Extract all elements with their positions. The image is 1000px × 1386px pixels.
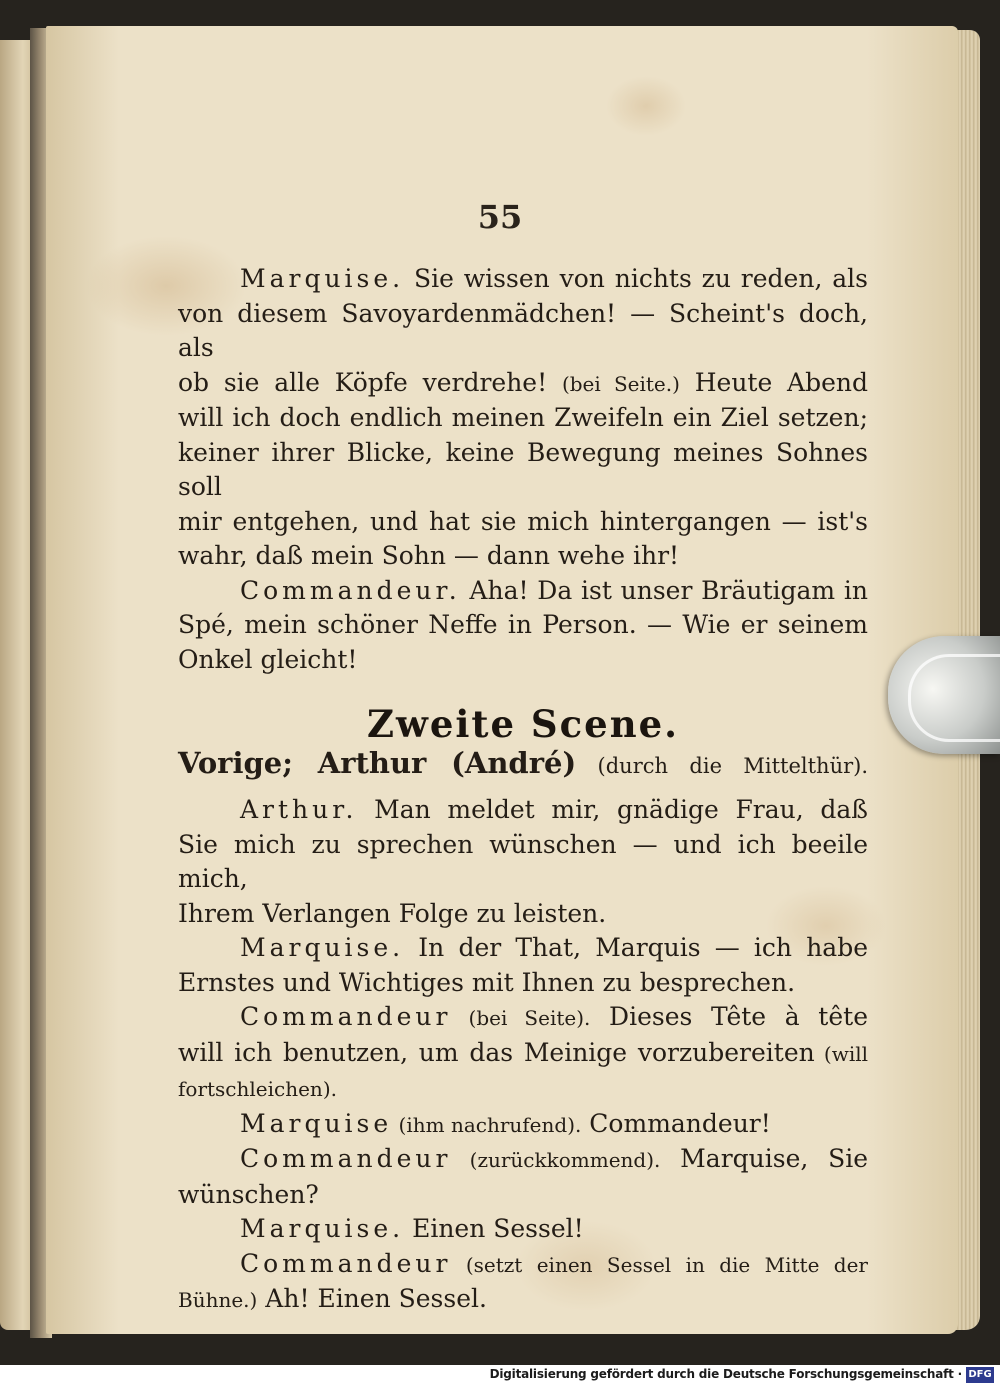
speaker-name: Arthur. [240, 795, 358, 824]
speaker-name: Marquise [240, 1108, 393, 1138]
text-line: Ihrem Verlangen Folge zu leisten. [178, 898, 607, 928]
text-line [178, 1247, 868, 1283]
speaker-name: Marquise. [240, 933, 405, 962]
stage-direction: fortschleichen). [178, 1077, 337, 1101]
text-line: Ernstes und Wichtiges mit Ihnen zu besprechen. [178, 967, 796, 997]
stage-direction: (will [814, 1041, 869, 1066]
stage-direction: (ihm nachrufend). [392, 1112, 582, 1137]
speaker-name: Commandeur. [240, 575, 461, 605]
text-line [178, 1000, 868, 1036]
stage-direction: (setzt einen Sessel in die Mitte der [451, 1252, 868, 1277]
text-line: will ich doch endlich meinen Zweifeln ein Ziel setzen; [178, 403, 868, 432]
cast-names: Vorige; Arthur (André) [178, 745, 577, 780]
line-text: Man meldet mir, gnädige Frau, daß [374, 795, 868, 824]
text-line: Onkel gleicht! [178, 644, 358, 674]
page-clip-highlight [908, 654, 1000, 742]
stage-direction: (bei Seite). [451, 1006, 591, 1030]
text-line: wahr, daß mein Sohn — dann wehe ihr! [178, 541, 680, 570]
stage-direction: (bei Seite.) [561, 371, 680, 396]
text-line [178, 1282, 868, 1318]
stage-direction: Bühne.) [178, 1288, 258, 1312]
speaker-name: Commandeur [240, 1144, 452, 1173]
line-text: Ah! Einen Sessel. [257, 1284, 487, 1313]
line-text: Commandeur! [581, 1108, 771, 1138]
text-line [178, 1071, 868, 1107]
text-line [178, 1142, 868, 1178]
stage-direction: (zurückkommend). [451, 1148, 661, 1172]
text-line: Spé, mein schöner Neffe in Person. — Wie er seinem [178, 610, 868, 639]
speaker-name: Marquise. [240, 1214, 405, 1243]
line-text: Heute Abend [679, 367, 868, 397]
scene-cast [178, 746, 868, 784]
speaker-name: Commandeur [240, 1002, 452, 1031]
page-number: 55 [477, 198, 523, 236]
line-text: Aha! Da ist unser Bräutigam in [460, 575, 868, 605]
dfg-logo-icon: DFG [966, 1367, 994, 1383]
text-line [178, 1212, 868, 1247]
text-line: von diesem Savoyardenmädchen! — Scheint's doch, als [178, 298, 868, 362]
footer-credit: Digitalisierung gefördert durch die Deutsche Forschungsgemeinschaft · [489, 1367, 962, 1381]
text-line [178, 1107, 868, 1143]
line-text: Dieses Tête à tête [590, 1002, 868, 1031]
text-line [178, 262, 868, 297]
scene-title: Zweite Scene. [366, 702, 680, 746]
line-text: ob sie alle Köpfe verdrehe! [178, 367, 562, 397]
footer-bar [0, 1365, 1000, 1386]
line-text: Einen Sessel! [404, 1214, 584, 1243]
line-text: Marquise, Sie [660, 1144, 869, 1173]
line-text: will ich benutzen, um das Meinige vorzubereiten [178, 1037, 815, 1067]
speaker-name: Marquise. [240, 264, 405, 293]
line-text: Sie wissen von nichts zu reden, als [404, 264, 868, 293]
text-line: mir entgehen, und hat sie mich hintergangen — ist's [178, 506, 868, 536]
page-clip [888, 636, 1000, 754]
text-line [178, 574, 868, 609]
text-line: wünschen? [178, 1179, 319, 1209]
stage-direction: (durch die Mittelthür). [576, 753, 869, 778]
text-line: keiner ihrer Blicke, keine Bewegung meines Sohnes soll [178, 437, 868, 501]
text-line [178, 1036, 868, 1072]
speaker-name: Commandeur [240, 1248, 452, 1278]
text-line [178, 931, 868, 966]
text-line [178, 366, 868, 402]
text-line [178, 793, 868, 828]
line-text: In der That, Marquis — ich habe [404, 933, 868, 962]
text-line: Sie mich zu sprechen wünschen — und ich beeile mich, [178, 829, 868, 893]
page-text [178, 262, 868, 1318]
